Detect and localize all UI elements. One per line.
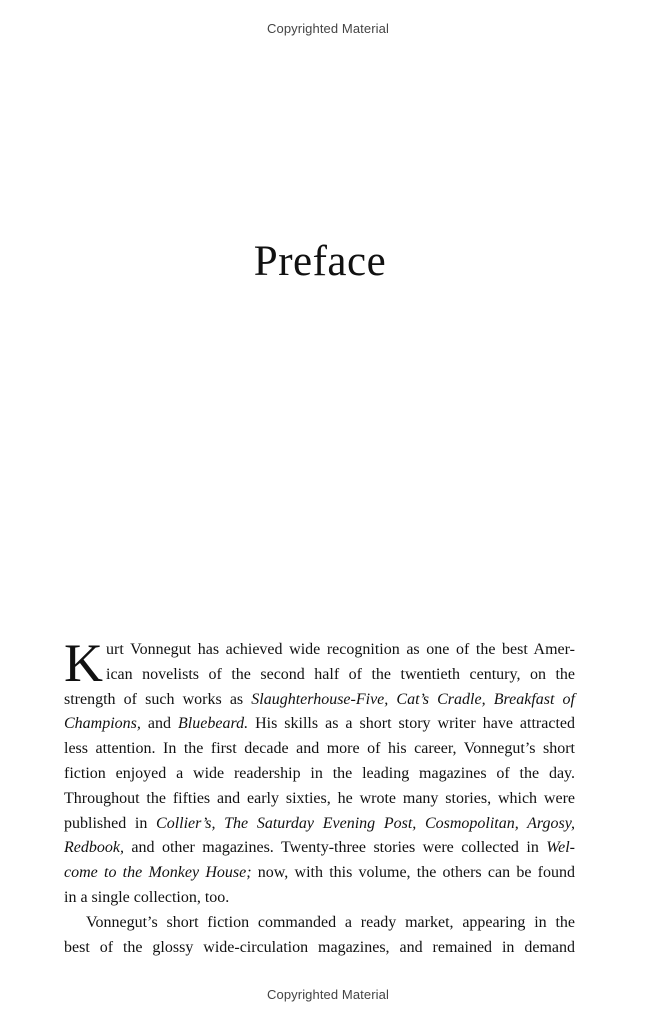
text-line: Throughout the fifties and early sixties, he wrote many stories, which were xyxy=(64,789,575,807)
text-line xyxy=(64,861,575,886)
book-title: Wel- xyxy=(546,839,575,857)
text-line: best of the glossy wide-circulation magazines, and remained in demand xyxy=(64,938,575,956)
book-title: Champions, xyxy=(64,715,141,733)
paragraph-2 xyxy=(64,911,575,961)
text-run: now, with this volume, the others can be found xyxy=(251,864,575,882)
text-line: less attention. In the first decade and more of his career, Vonnegut’s short xyxy=(64,740,575,758)
paragraph-1 xyxy=(64,633,575,911)
copyright-watermark-bottom: Copyrighted Material xyxy=(267,987,389,1002)
text-run: and xyxy=(140,715,179,733)
magazine-titles: Collier’s, The Saturday Evening Post, Cosmopolitan, Argosy, xyxy=(156,814,575,832)
text-line xyxy=(64,688,575,713)
text-line xyxy=(64,712,575,737)
text-line: fiction enjoyed a wide readership in the leading magazines of the day. xyxy=(64,764,575,782)
text-run: published in xyxy=(64,814,157,832)
book-title: come to the Monkey House; xyxy=(64,864,252,882)
text-line xyxy=(64,812,575,837)
copyright-watermark-top: Copyrighted Material xyxy=(267,21,389,36)
text-line: in a single collection, too. xyxy=(64,888,230,906)
text-run: strength of such works as xyxy=(64,690,252,708)
text-line: urt Vonnegut has achieved wide recognition as one of the best Amer- xyxy=(106,641,575,658)
text-line: ican novelists of the second half of the twentieth century, on the xyxy=(106,665,575,683)
magazine-title: Redbook, xyxy=(64,839,124,857)
text-line: Vonnegut’s short fiction commanded a ready market, appearing in the xyxy=(86,913,575,931)
preface-body xyxy=(64,633,575,960)
text-run: His skills as a short story writer have attracted xyxy=(248,715,575,733)
page-title: Preface xyxy=(253,237,387,285)
drop-cap: K xyxy=(64,633,103,693)
text-run: and other magazines. Twenty-three stories were collected in xyxy=(123,839,547,857)
text-line xyxy=(64,836,575,861)
book-title: Bluebeard. xyxy=(178,715,249,733)
book-titles: Slaughterhouse-Five, Cat’s Cradle, Breakfast of xyxy=(251,690,575,708)
